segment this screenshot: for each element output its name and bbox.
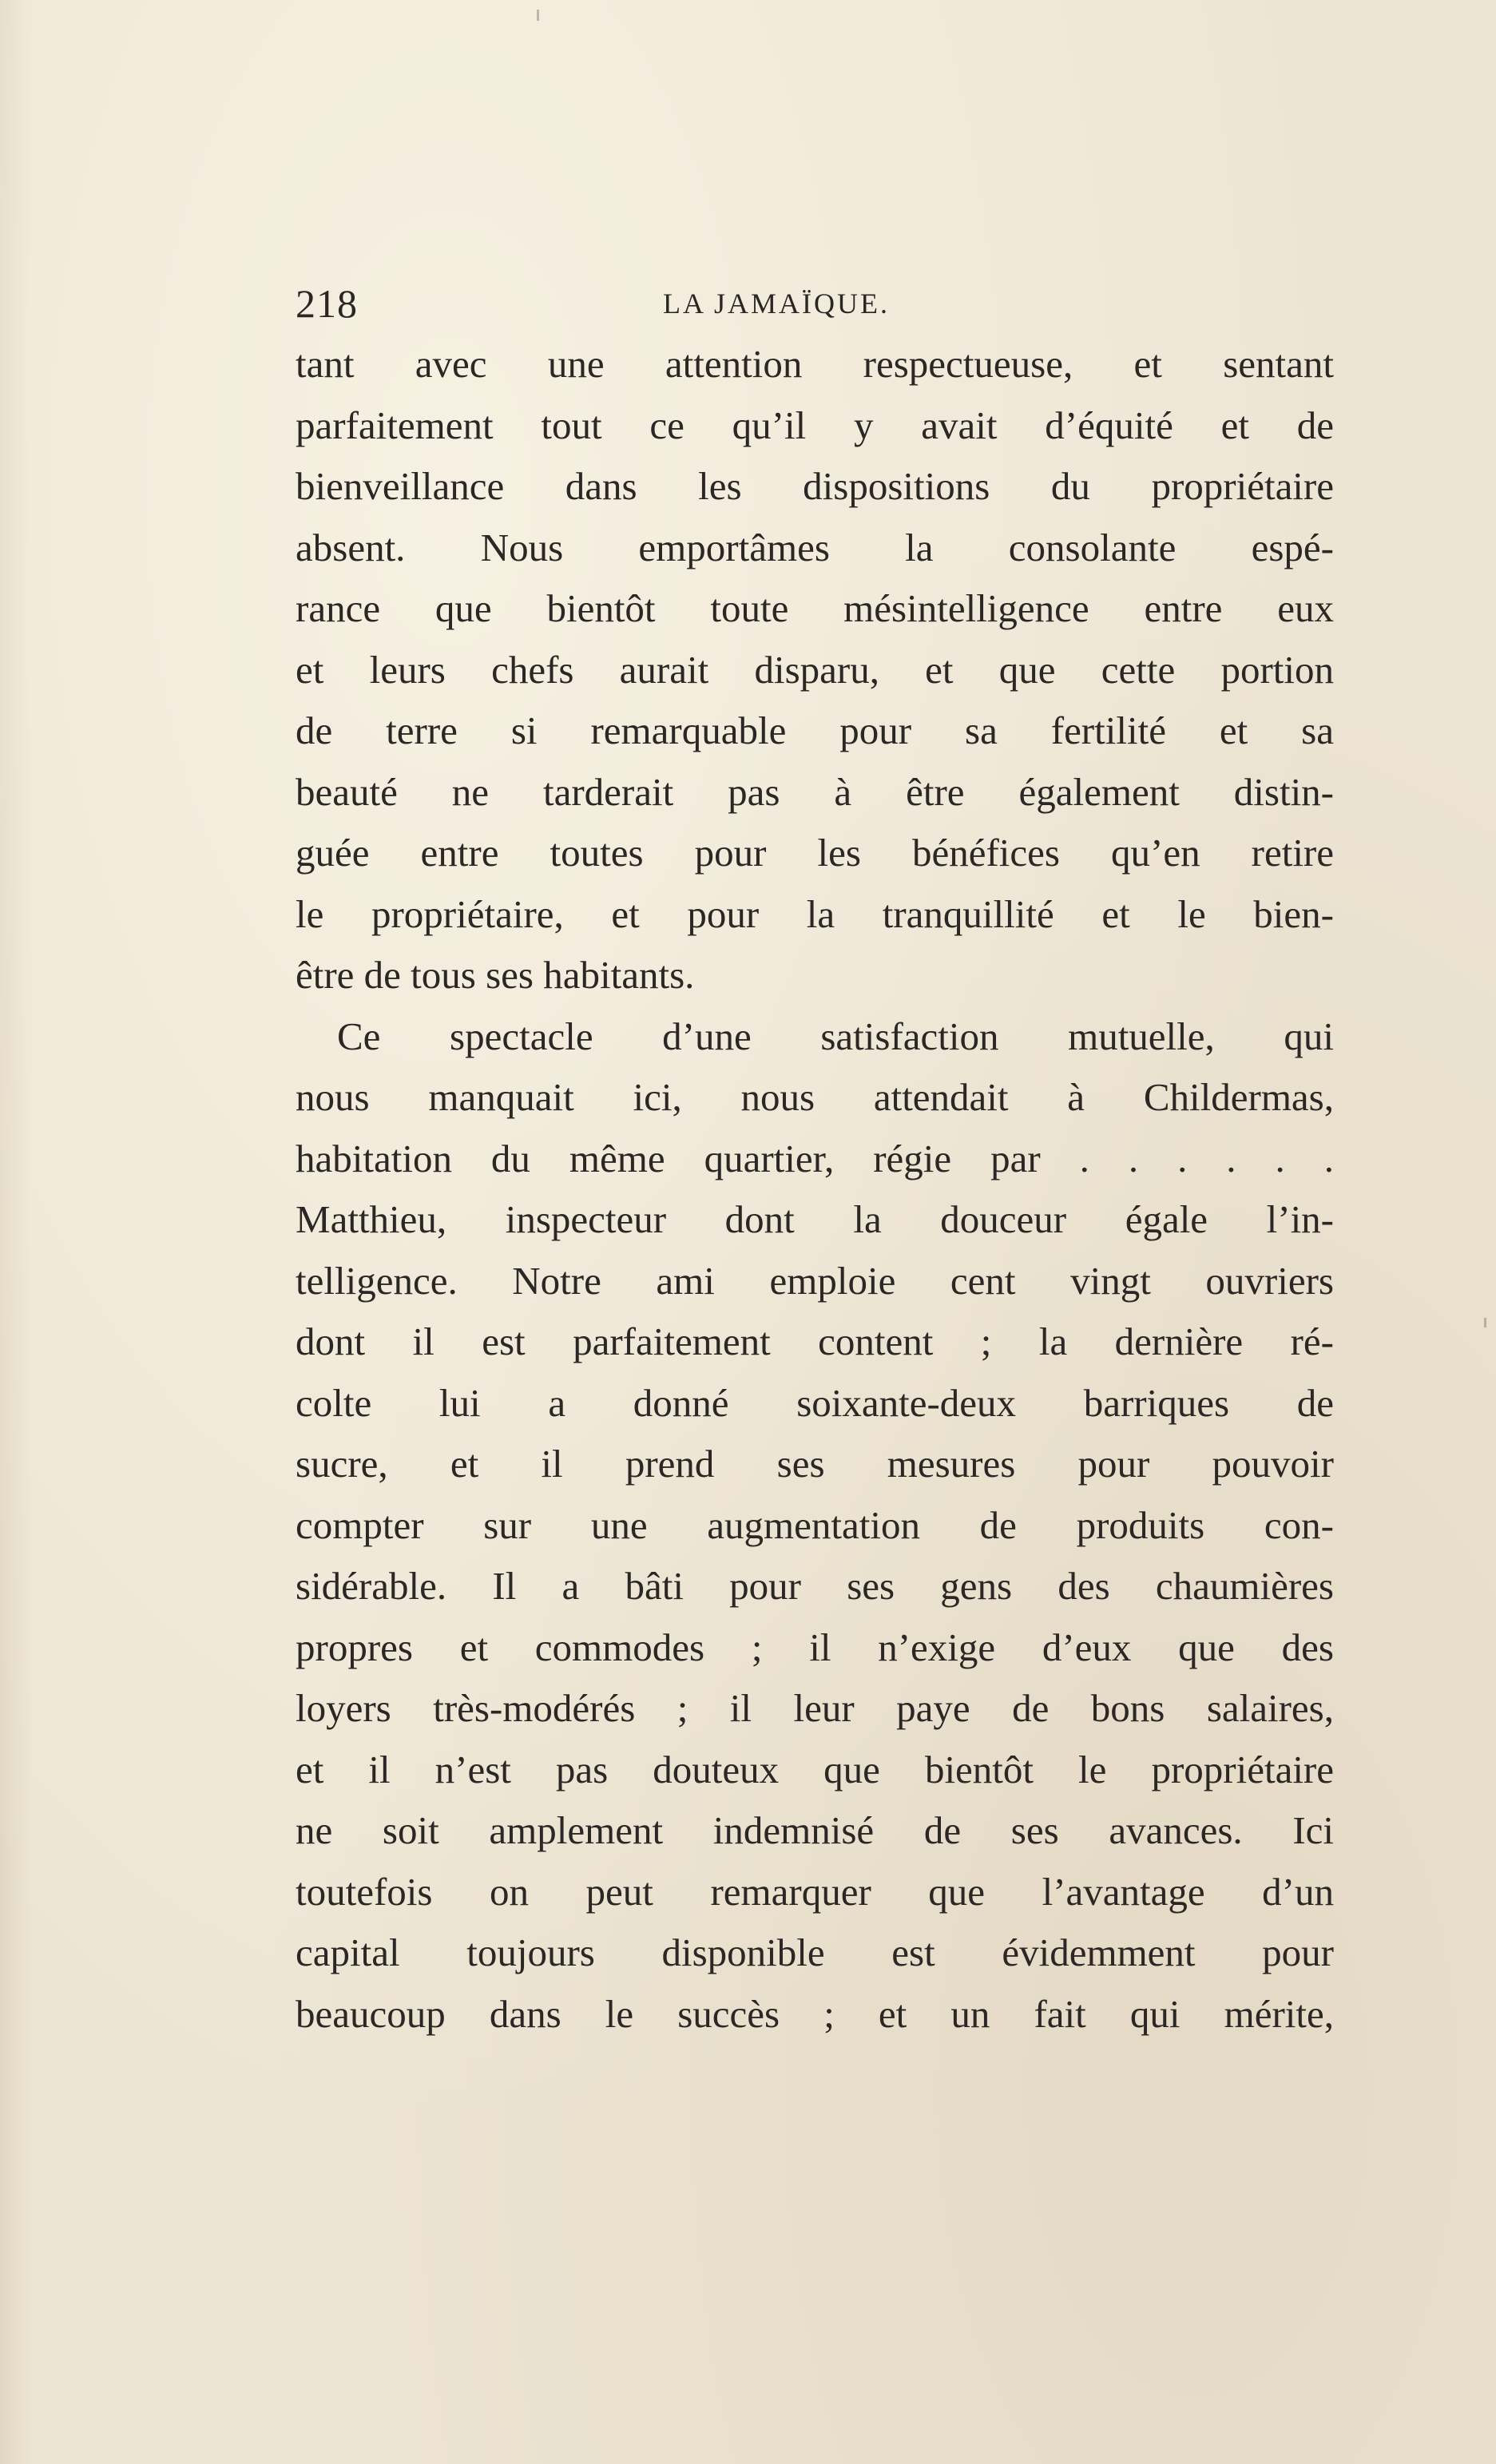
text-line: habitation du même quartier, régie par . . . . . . xyxy=(296,1136,1334,1180)
running-title: LA JAMAÏQUE. xyxy=(663,288,890,319)
text-line: tant avec une attention respectueuse, et sentant xyxy=(296,342,1334,386)
paper-speck xyxy=(1484,1318,1486,1327)
text-line: ne soit amplement indemnisé de ses avances. Ici xyxy=(296,1808,1334,1852)
text-line: capital toujours disponible est évidemment pour xyxy=(296,1930,1334,1974)
text-line: parfaitement tout ce qu’il y avait d’équité et de xyxy=(296,403,1334,447)
text-line: sidérable. Il a bâti pour ses gens des chaumières xyxy=(296,1564,1334,1608)
page-header xyxy=(296,272,1342,335)
text-line: colte lui a donné soixante-deux barriques de xyxy=(296,1380,1334,1425)
paragraph-start-line: Ce spectacle d’une satisfaction mutuelle, qui xyxy=(337,1014,1334,1058)
text-line: Matthieu, inspecteur dont la douceur égale l’in- xyxy=(296,1197,1334,1241)
text-line: compter sur une augmentation de produits con- xyxy=(296,1502,1334,1547)
text-line: guée entre toutes pour les bénéfices qu’en retire xyxy=(296,831,1334,875)
text-line: et leurs chefs aurait disparu, et que cette portion xyxy=(296,647,1334,692)
text-line: absent. Nous emportâmes la consolante espé- xyxy=(296,525,1334,569)
text-line: dont il est parfaitement content ; la dernière ré- xyxy=(296,1319,1334,1363)
text-line: de terre si remarquable pour sa fertilité et sa xyxy=(296,708,1334,752)
text-line: beaucoup dans le succès ; et un fait qui mérite, xyxy=(296,1991,1334,2036)
paper-speck xyxy=(537,10,539,21)
text-line: toutefois on peut remarquer que l’avantage d’un xyxy=(296,1869,1334,1914)
text-line: bienveillance dans les dispositions du propriétaire xyxy=(296,464,1334,508)
text-line: loyers très-modérés ; il leur paye de bons salaires, xyxy=(296,1686,1334,1730)
text-line: beauté ne tarderait pas à être également distin- xyxy=(296,769,1334,814)
text-line: rance que bientôt toute mésintelligence entre eux xyxy=(296,586,1334,630)
page-number: 218 xyxy=(296,281,358,326)
body-text xyxy=(296,334,1334,2045)
text-line: propres et commodes ; il n’exige d’eux que des xyxy=(296,1625,1334,1669)
text-line: le propriétaire, et pour la tranquillité et le bien- xyxy=(296,891,1334,936)
text-line: nous manquait ici, nous attendait à Childermas, xyxy=(296,1075,1334,1119)
paragraph-end-line: être de tous ses habitants. xyxy=(296,953,695,997)
text-line: telligence. Notre ami emploie cent vingt ouvriers xyxy=(296,1258,1334,1303)
text-line: sucre, et il prend ses mesures pour pouvoir xyxy=(296,1442,1334,1486)
text-line: et il n’est pas douteux que bientôt le propriétaire xyxy=(296,1747,1334,1791)
